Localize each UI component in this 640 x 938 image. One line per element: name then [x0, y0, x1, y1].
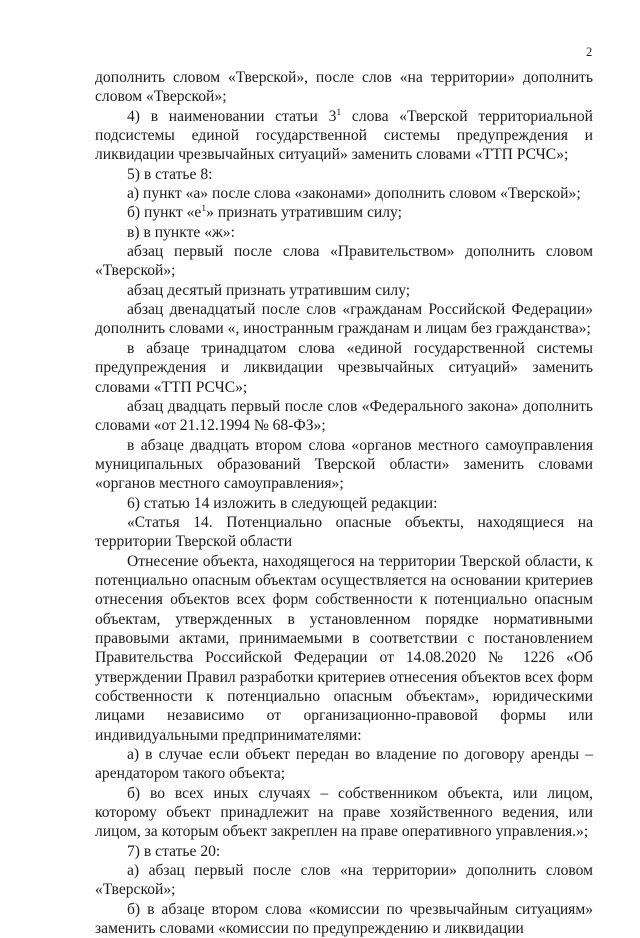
paragraph: б) пункт «$е^1$» признать утратившим силу; — [127, 203, 402, 222]
paragraph: абзац первый после слова «Правительством» дополнить словом «Тверской»; — [95, 243, 593, 280]
document-body — [95, 68, 593, 938]
paragraph: в абзаце тринадцатом слова «единой государственной системы предупреждения и ликвидации чрезвычайных ситуаций» заменить словами «ТТП РСЧС»; — [95, 339, 593, 396]
paragraph: «Статья 14. Потенциально опасные объекты, находящиеся на территории Тверской области — [95, 513, 593, 551]
page-number: 2 — [586, 45, 593, 59]
paragraph: в) в пункте «ж»: — [127, 223, 235, 241]
paragraph: б) во всех иных случаях – собственником объекта, или лицом, которому объект принадлежит на праве хозяйственного ведения, или лицом, за которым объект закреплен на праве оперативного управления.»; — [95, 784, 593, 841]
paragraph: 4) в наименовании статьи $3^1$ слова «Тверской территориальной подсистемы единой государственной системы предупреждения и ликвидации чрезвычайных ситуаций» заменить словами «ТТП РСЧС»; — [95, 106, 593, 164]
paragraph: а) абзац первый после слов «на территории» дополнить словом «Тверской»; — [95, 862, 593, 899]
paragraph: в абзаце двадцать втором слова «органов местного самоуправления муниципальных образований Тверской области» заменить словами «органов местного самоуправления»; — [95, 436, 593, 493]
paragraph: абзац десятый признать утратившим силу; — [127, 281, 411, 299]
paragraph: а) пункт «а» после слова «законами» дополнить словом «Тверской»; — [127, 185, 581, 203]
paragraph: 5) в статье 8: — [127, 165, 213, 183]
paragraph: абзац двенадцатый после слов «гражданам Российской Федерации» дополнить словами «, иностранным гражданам и лицам без гражданства»; — [95, 301, 593, 338]
paragraph: дополнить словом «Тверской», после слов «на территории» дополнить словом «Тверской»; — [95, 69, 593, 106]
paragraph: Отнесение объекта, находящегося на территории Тверской области, к потенциально опасным объектам осуществляется на основании критериев отнесения объектов всех форм собственности к потенциально опасным объектам, утвержденных в установленном порядке нормативными правовыми актами, принимаемыми в соответствии с постановлением Правительства Российской Федерации от 14.08.2020 № 1226 «Об утверждении Правил разработки критериев отнесения объектов всех форм собственности к потенциально опасным объектам», юридическими лицами независимо от организационно-правовой формы или индивидуальными предпринимателями: — [95, 552, 593, 744]
paragraph: а) в случае если объект передан во владение по договору аренды – арендатором такого объекта; — [95, 746, 593, 783]
paragraph: 7) в статье 20: — [127, 842, 221, 860]
paragraph: 6) статью 14 изложить в следующей редакции: — [127, 494, 438, 512]
paragraph: б) в абзаце втором слова «комиссии по чрезвычайным ситуациям» заменить словами «комиссии по предупреждению и ликвидации — [95, 900, 593, 938]
paragraph: абзац двадцать первый после слов «Федерального закона» дополнить словами «от 21.12.1994 № 68-ФЗ»; — [95, 397, 593, 435]
